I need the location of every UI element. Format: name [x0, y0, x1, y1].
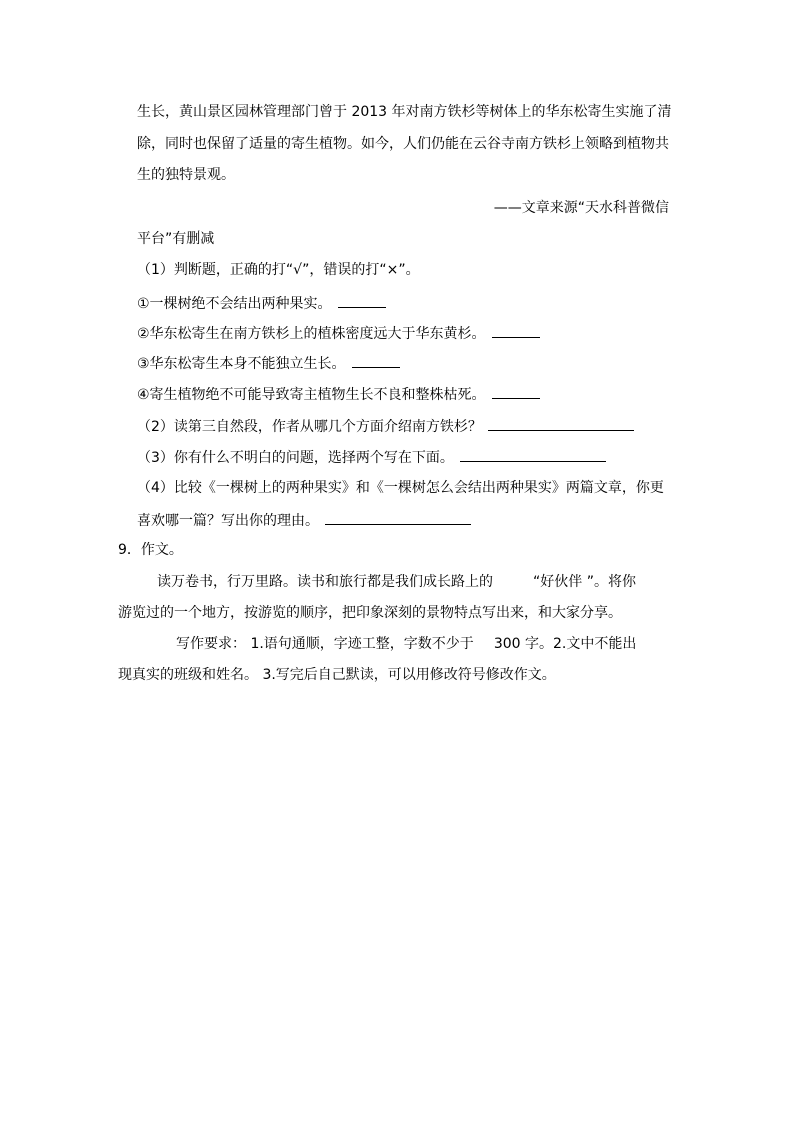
- question-4-line-2: [137, 509, 471, 531]
- question-4-line-1: （4）比较《一棵树上的两种果实》和《一棵树怎么会结出两种果实》两篇文章，你更: [137, 480, 664, 496]
- essay-heading: 9．作文。: [118, 542, 183, 558]
- answer-blank[interactable]: [492, 322, 540, 338]
- source-line-2: 平台”有删减: [137, 231, 215, 247]
- answer-blank[interactable]: [492, 383, 540, 399]
- prompt-text-quote: “好伙伴 ”。将你: [533, 574, 636, 590]
- requirements-text: 写作要求： 1.语句通顺，字迹工整，字数不少于: [176, 636, 474, 652]
- answer-blank[interactable]: [460, 446, 606, 462]
- item-text: ③华东松寄生本身不能独立生长。: [137, 356, 346, 372]
- question-1-item-4: [137, 383, 540, 405]
- passage-line-1: 生长，黄山景区园林管理部门曾于 2013 年对南方铁杉等树体上的华东松寄生实施了清: [137, 104, 672, 120]
- item-text: ④寄生植物绝不可能导致寄主植物生长不良和整株枯死。: [137, 387, 486, 403]
- question-1-item-1: [137, 292, 386, 314]
- answer-blank[interactable]: [352, 352, 400, 368]
- answer-blank[interactable]: [338, 292, 386, 308]
- question-3: [137, 446, 606, 468]
- answer-blank[interactable]: [488, 415, 634, 431]
- requirements-text-count: 300 字。2.文中不能出: [493, 636, 637, 652]
- question-text: 喜欢哪一篇？写出你的理由。: [137, 513, 319, 529]
- passage-line-3: 生的独特景观。: [137, 167, 235, 183]
- source-line-1: ——文章来源“天水科普微信: [493, 200, 669, 216]
- question-text: （3）你有什么不明白的问题，选择两个写在下面。: [137, 450, 454, 466]
- essay-requirements-line-1: [176, 634, 636, 654]
- question-1-item-2: [137, 322, 540, 344]
- passage-line-2: 除，同时也保留了适量的寄生植物。如今，人们仍能在云谷寺南方铁杉上领略到植物共: [137, 136, 669, 152]
- essay-prompt-line-1: [157, 572, 636, 592]
- item-text: ①一棵树绝不会结出两种果实。: [137, 296, 332, 312]
- question-1-intro: （1）判断题，正确的打“√”，错误的打“×”。: [137, 262, 420, 278]
- question-text: （2）读第三自然段，作者从哪几个方面介绍南方铁杉？: [137, 419, 482, 435]
- question-1-item-3: [137, 352, 400, 374]
- prompt-text: 读万卷书，行万里路。读书和旅行都是我们成长路上的: [157, 574, 493, 590]
- item-text: ②华东松寄生在南方铁杉上的植株密度远大于华东黄杉。: [137, 326, 486, 342]
- essay-prompt-line-2: 游览过的一个地方，按游览的顺序，把印象深刻的景物特点写出来，和大家分享。: [118, 605, 622, 621]
- question-2: [137, 415, 634, 437]
- essay-requirements-line-2: 现真实的班级和姓名。 3.写完后自己默读，可以用修改符号修改作文。: [118, 667, 556, 683]
- answer-blank[interactable]: [325, 509, 471, 525]
